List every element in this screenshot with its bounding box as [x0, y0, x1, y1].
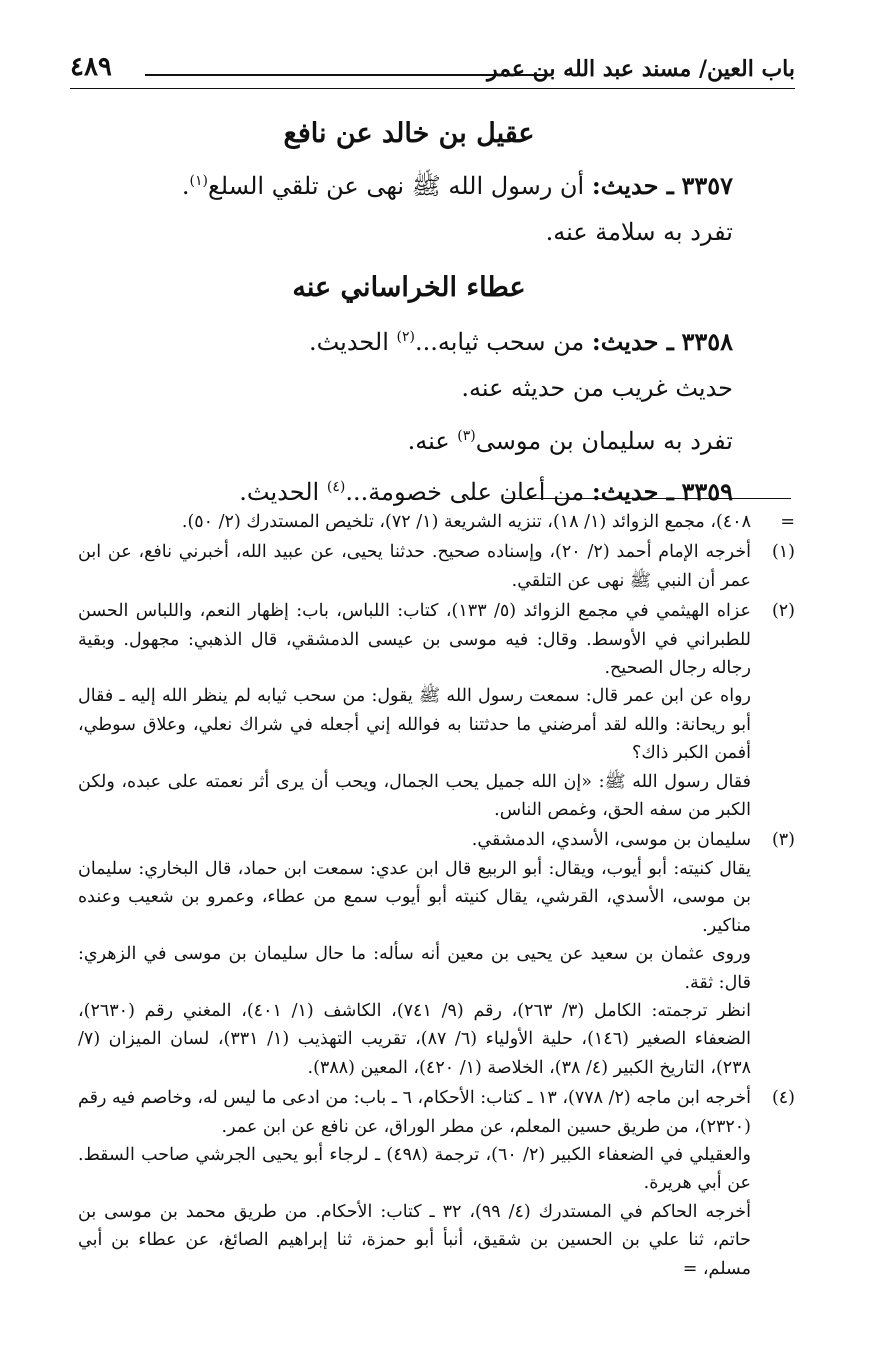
footnote-paragraph: رواه عن ابن عمر قال: سمعت رسول الله ﷺ يقول: من سحب ثيابه لم ينظر الله إليه ـ فقال أبو ريحانة: والله لقد أمرضني ما حدثتنا به فوالله إني أجعله في شراك نعلي، وعلاق سوطي، أفمن الكبر ذاك؟: [78, 686, 751, 764]
hadith-entry: [85, 315, 733, 364]
hadith-end: .: [181, 172, 190, 200]
hadith-number: ٣٣٥٧: [681, 171, 733, 200]
footnote-ref: (٤): [326, 479, 346, 495]
hadith-label: ـ حديث:: [591, 477, 674, 506]
note-text: تفرد به سليمان بن موسى: [475, 427, 733, 455]
hadith-note: حديث غريب من حديثه عنه.: [461, 374, 733, 402]
hadith-text: من أعان على خصومة...: [345, 478, 585, 506]
footnote-paragraph: انظر ترجمته: الكامل (٣/ ٢٦٣)، رقم (٩/ ٧٤١)، الكاشف (١/ ٤٠١)، المغني رقم (٢٦٣٠)، الضعفاء الصغير (١٤٦)، حلية الأولياء (٦/ ٨٧)، تقريب التهذيب (١/ ٣٣١)، لسان الميزان (٧/ ٢٣٨)، التاريخ الكبير (٤/ ٣٨)، الخلاصة (١/ ٤٢٠)، المعين (٣٨٨).: [78, 1000, 751, 1078]
footnote-paragraph: أخرجه الحاكم في المستدرك (٤/ ٩٩)، ٣٢ ـ كتاب: الأحكام. من طريق محمد بن موسى بن حاتم، ثنا علي بن الحسين بن شقيق، أنبأ أبو حمزة، ثنا إبراهيم الصائغ، عن عطاء بن أبي مسلم، =: [78, 1201, 751, 1279]
note-text: عنه.: [407, 427, 450, 455]
footnote-marker: (٤): [771, 1088, 795, 1109]
section-heading: عقيل بن خالد عن نافع: [283, 118, 535, 149]
page-header: [70, 52, 795, 92]
header-line: [145, 74, 550, 76]
footnote-paragraph: أخرجه ابن ماجه (٢/ ٧٧٨)، ١٣ ـ كتاب: الأحكام، ٦ ـ باب: من ادعى ما ليس له، وخاصم فيه رقم (٢٣٢٠)، من طريق حسين المعلم، عن مطر الوراق، عن نافع عن ابن عمر.: [78, 1088, 752, 1137]
main-text: [85, 118, 733, 514]
footnote-paragraph: يقال كنيته: أبو أيوب، ويقال: أبو الربيع قال ابن عدي: سمعت ابن حماد، قال البخاري: سليمان بن موسى، الأسدي، القرشي، يقال كنيته أبو أيوب سمع من عطاء، وعمرو بن شعيب وعنده مناكير.: [78, 858, 751, 936]
hadith-label: ـ حديث:: [591, 171, 674, 200]
hadith-note: [85, 414, 733, 463]
running-title: باب العين/ مسند عبد الله بن عمر: [487, 56, 795, 82]
hadith-note: تفرد به سلامة عنه.: [545, 218, 733, 246]
footnote-paragraph: والعقيلي في الضعفاء الكبير (٢/ ٦٠)، ترجمة (٤٩٨) ـ لرجاء أبو يحيى الجرشي صاحب السقط. عن أبي هريرة.: [78, 1144, 751, 1194]
footnote: [78, 1084, 795, 1283]
footnote-ref: (١): [189, 173, 208, 189]
footnote-paragraph: عزاه الهيثمي في مجمع الزوائد (٥/ ١٣٣)، كتاب: اللباس، باب: إظهار النعم، واللباس الحسن للطبراني في الأوسط. وقال: فيه موسى بن عيسى الدمشقي، قال الذهبي: مجهول. وبقية رجاله رجال الصحيح.: [78, 601, 751, 679]
footnote-ref: (٢): [396, 329, 415, 345]
hadith-entry: [85, 159, 733, 208]
footnote: [78, 597, 795, 824]
footnote-paragraph: وروى عثمان بن سعيد عن يحيى بن معين أنه سأله: ما حال سليمان بن موسى في الزهري: قال: ثقة.: [78, 944, 751, 993]
footnote-separator: [505, 498, 791, 499]
hadith-number: ٣٣٥٩: [681, 477, 733, 506]
footnote-marker: (١): [771, 542, 795, 563]
footnote-ref: (٣): [457, 428, 476, 444]
footnotes: [78, 508, 795, 1285]
hadith-end: الحديث.: [239, 478, 320, 506]
footnote-paragraph: ٤٠٨)، مجمع الزوائد (١/ ١٨)، تنزيه الشريعة (١/ ٧٢)، تلخيص المستدرك (٢/ ٥٠).: [181, 512, 751, 532]
hadith-text: أن رسول الله ﷺ نهى عن تلقي السلع: [207, 172, 585, 200]
footnote-paragraph: سليمان بن موسى، الأسدي، الدمشقي.: [471, 830, 751, 851]
footnote-marker: (٣): [771, 830, 795, 851]
section-heading: عطاء الخراساني عنه: [292, 272, 526, 303]
hadith-label: ـ حديث:: [591, 327, 674, 356]
hadith-end: الحديث.: [308, 328, 389, 356]
footnote-paragraph: فقال رسول الله ﷺ: «إن الله جميل يحب الجمال، ويحب أن يرى أثر نعمته على عبده، ولكن الكبر من سفه الحق، وغمص الناس.: [78, 771, 751, 821]
header-rule: [70, 88, 795, 89]
footnote-marker: =: [780, 512, 795, 532]
hadith-number: ٣٣٥٨: [681, 327, 733, 356]
footnote: [78, 826, 795, 1082]
footnote: [78, 538, 795, 595]
footnote-paragraph: أخرجه الإمام أحمد (٢/ ٢٠)، وإسناده صحيح. حدثنا يحيى، عن عبيد الله، أخبرني نافع، عن ابن عمر أن النبي ﷺ نهى عن التلقي.: [78, 542, 751, 591]
page-number: ٤٨٩: [70, 52, 112, 82]
footnote-marker: (٢): [771, 601, 795, 622]
footnote: [78, 508, 795, 536]
hadith-text: من سحب ثيابه...: [415, 328, 585, 356]
hadith-entry: [85, 465, 733, 514]
